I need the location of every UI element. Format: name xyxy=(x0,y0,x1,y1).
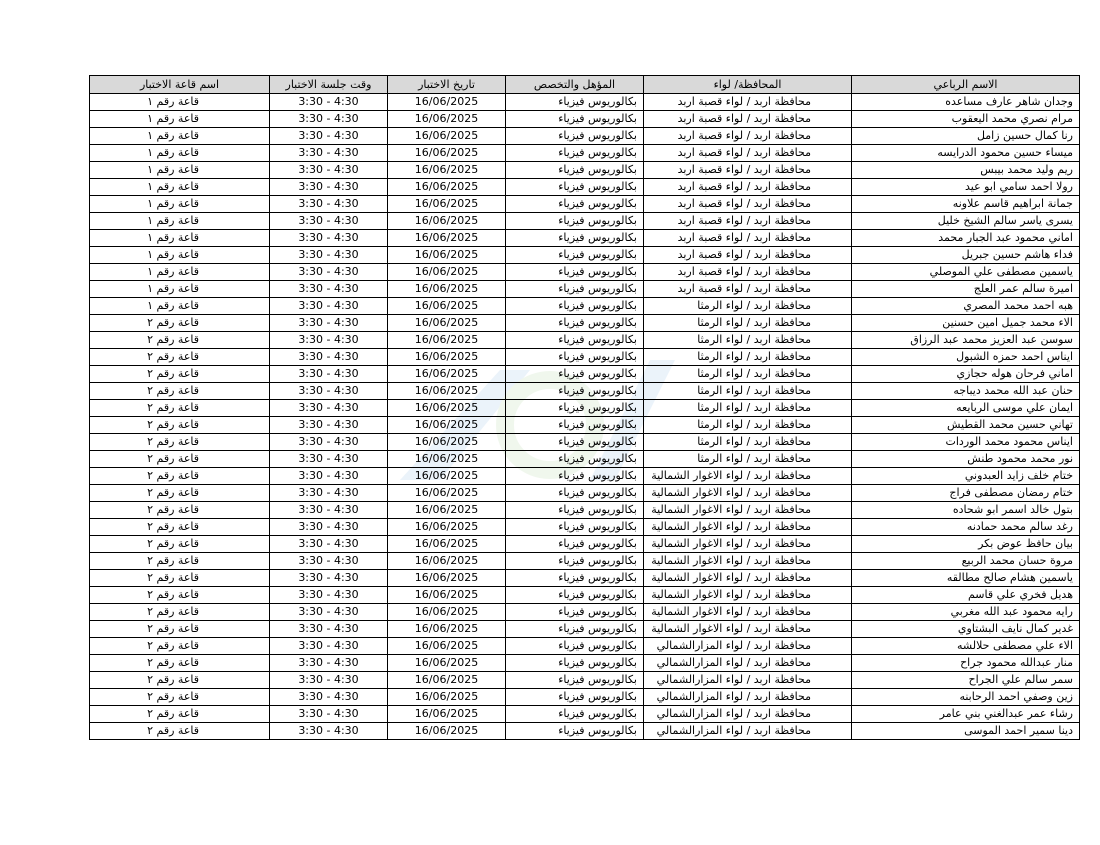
cell-session-time: 3:30 - 4:30 xyxy=(270,451,388,468)
cell-governorate: محافظة اربد / لواء الاغوار الشمالية xyxy=(644,604,852,621)
table-row xyxy=(90,332,1080,349)
cell-full-name: مروة حسان محمد الربيع xyxy=(852,553,1080,570)
table-row xyxy=(90,145,1080,162)
cell-governorate: محافظة اربد / لواء الاغوار الشمالية xyxy=(644,570,852,587)
cell-exam-hall: قاعة رقم ٢ xyxy=(90,638,270,655)
cell-full-name: رولا احمد سامي ابو عيد xyxy=(852,179,1080,196)
table-row xyxy=(90,706,1080,723)
cell-governorate: محافظة اربد / لواء قصبة اربد xyxy=(644,111,852,128)
table-row xyxy=(90,162,1080,179)
cell-qualification: بكالوريوس فيزياء xyxy=(506,434,644,451)
cell-exam-hall: قاعة رقم ٢ xyxy=(90,587,270,604)
table-row xyxy=(90,723,1080,740)
cell-session-time: 3:30 - 4:30 xyxy=(270,621,388,638)
table-row xyxy=(90,383,1080,400)
cell-full-name: منار عبدالله محمود جراح xyxy=(852,655,1080,672)
cell-session-time: 3:30 - 4:30 xyxy=(270,672,388,689)
cell-qualification: بكالوريوس فيزياء xyxy=(506,587,644,604)
table-header-row xyxy=(90,76,1080,94)
table-row xyxy=(90,553,1080,570)
cell-governorate: محافظة اربد / لواء الرمثا xyxy=(644,400,852,417)
cell-exam-date: 16/06/2025 xyxy=(388,383,506,400)
table-row xyxy=(90,213,1080,230)
cell-qualification: بكالوريوس فيزياء xyxy=(506,485,644,502)
table-row xyxy=(90,570,1080,587)
cell-exam-date: 16/06/2025 xyxy=(388,230,506,247)
cell-session-time: 3:30 - 4:30 xyxy=(270,315,388,332)
cell-exam-hall: قاعة رقم ٢ xyxy=(90,689,270,706)
cell-qualification: بكالوريوس فيزياء xyxy=(506,94,644,111)
cell-exam-date: 16/06/2025 xyxy=(388,723,506,740)
cell-exam-date: 16/06/2025 xyxy=(388,638,506,655)
cell-governorate: محافظة اربد / لواء الاغوار الشمالية xyxy=(644,502,852,519)
cell-exam-date: 16/06/2025 xyxy=(388,706,506,723)
cell-session-time: 3:30 - 4:30 xyxy=(270,553,388,570)
cell-exam-hall: قاعة رقم ١ xyxy=(90,298,270,315)
cell-qualification: بكالوريوس فيزياء xyxy=(506,451,644,468)
cell-governorate: محافظة اربد / لواء الاغوار الشمالية xyxy=(644,536,852,553)
cell-full-name: رغد سالم محمد حمادنه xyxy=(852,519,1080,536)
cell-full-name: ايمان علي موسى الربايعه xyxy=(852,400,1080,417)
cell-session-time: 3:30 - 4:30 xyxy=(270,638,388,655)
cell-qualification: بكالوريوس فيزياء xyxy=(506,366,644,383)
cell-qualification: بكالوريوس فيزياء xyxy=(506,349,644,366)
cell-exam-hall: قاعة رقم ٢ xyxy=(90,485,270,502)
cell-qualification: بكالوريوس فيزياء xyxy=(506,230,644,247)
cell-full-name: فداء هاشم حسين جبريل xyxy=(852,247,1080,264)
cell-full-name: الاء محمد جميل امين حسنين xyxy=(852,315,1080,332)
cell-exam-date: 16/06/2025 xyxy=(388,672,506,689)
cell-session-time: 3:30 - 4:30 xyxy=(270,655,388,672)
cell-exam-date: 16/06/2025 xyxy=(388,689,506,706)
cell-exam-hall: قاعة رقم ٢ xyxy=(90,383,270,400)
cell-session-time: 3:30 - 4:30 xyxy=(270,94,388,111)
cell-exam-date: 16/06/2025 xyxy=(388,434,506,451)
cell-full-name: مرام نصري محمد اليعقوب xyxy=(852,111,1080,128)
cell-exam-hall: قاعة رقم ٢ xyxy=(90,723,270,740)
cell-qualification: بكالوريوس فيزياء xyxy=(506,570,644,587)
table-row xyxy=(90,689,1080,706)
cell-exam-date: 16/06/2025 xyxy=(388,281,506,298)
table-row xyxy=(90,417,1080,434)
cell-exam-date: 16/06/2025 xyxy=(388,451,506,468)
cell-exam-hall: قاعة رقم ١ xyxy=(90,281,270,298)
cell-exam-hall: قاعة رقم ٢ xyxy=(90,706,270,723)
cell-session-time: 3:30 - 4:30 xyxy=(270,298,388,315)
cell-exam-hall: قاعة رقم ٢ xyxy=(90,570,270,587)
table-row xyxy=(90,128,1080,145)
cell-qualification: بكالوريوس فيزياء xyxy=(506,315,644,332)
cell-session-time: 3:30 - 4:30 xyxy=(270,587,388,604)
cell-qualification: بكالوريوس فيزياء xyxy=(506,519,644,536)
cell-full-name: دينا سمير احمد الموسى xyxy=(852,723,1080,740)
cell-qualification: بكالوريوس فيزياء xyxy=(506,621,644,638)
cell-governorate: محافظة اربد / لواء قصبة اربد xyxy=(644,213,852,230)
table-row xyxy=(90,536,1080,553)
cell-qualification: بكالوريوس فيزياء xyxy=(506,247,644,264)
cell-full-name: ختام خلف زايد العبدوني xyxy=(852,468,1080,485)
cell-governorate: محافظة اربد / لواء الرمثا xyxy=(644,451,852,468)
cell-exam-hall: قاعة رقم ٢ xyxy=(90,621,270,638)
cell-session-time: 3:30 - 4:30 xyxy=(270,213,388,230)
cell-session-time: 3:30 - 4:30 xyxy=(270,417,388,434)
cell-session-time: 3:30 - 4:30 xyxy=(270,332,388,349)
cell-exam-hall: قاعة رقم ٢ xyxy=(90,315,270,332)
cell-exam-hall: قاعة رقم ١ xyxy=(90,196,270,213)
table-row xyxy=(90,349,1080,366)
exam-schedule-sheet xyxy=(89,75,1079,740)
table-row xyxy=(90,434,1080,451)
cell-session-time: 3:30 - 4:30 xyxy=(270,179,388,196)
cell-exam-date: 16/06/2025 xyxy=(388,417,506,434)
table-row xyxy=(90,281,1080,298)
cell-exam-date: 16/06/2025 xyxy=(388,332,506,349)
cell-session-time: 3:30 - 4:30 xyxy=(270,468,388,485)
cell-exam-hall: قاعة رقم ١ xyxy=(90,145,270,162)
cell-session-time: 3:30 - 4:30 xyxy=(270,706,388,723)
cell-exam-date: 16/06/2025 xyxy=(388,349,506,366)
header-governorate: المحافظة/ لواء xyxy=(644,76,852,94)
cell-governorate: محافظة اربد / لواء الرمثا xyxy=(644,417,852,434)
cell-exam-date: 16/06/2025 xyxy=(388,553,506,570)
cell-governorate: محافظة اربد / لواء الرمثا xyxy=(644,332,852,349)
cell-qualification: بكالوريوس فيزياء xyxy=(506,264,644,281)
cell-qualification: بكالوريوس فيزياء xyxy=(506,689,644,706)
cell-exam-hall: قاعة رقم ٢ xyxy=(90,553,270,570)
table-row xyxy=(90,230,1080,247)
cell-governorate: محافظة اربد / لواء الرمثا xyxy=(644,383,852,400)
cell-session-time: 3:30 - 4:30 xyxy=(270,247,388,264)
header-exam-date: تاريخ الاختبار xyxy=(388,76,506,94)
cell-governorate: محافظة اربد / لواء الاغوار الشمالية xyxy=(644,468,852,485)
cell-qualification: بكالوريوس فيزياء xyxy=(506,638,644,655)
cell-exam-date: 16/06/2025 xyxy=(388,264,506,281)
cell-governorate: محافظة اربد / لواء المزارالشمالي xyxy=(644,638,852,655)
table-row xyxy=(90,672,1080,689)
cell-governorate: محافظة اربد / لواء الاغوار الشمالية xyxy=(644,519,852,536)
cell-session-time: 3:30 - 4:30 xyxy=(270,366,388,383)
cell-qualification: بكالوريوس فيزياء xyxy=(506,536,644,553)
cell-session-time: 3:30 - 4:30 xyxy=(270,689,388,706)
cell-governorate: محافظة اربد / لواء المزارالشمالي xyxy=(644,706,852,723)
cell-exam-hall: قاعة رقم ١ xyxy=(90,128,270,145)
cell-full-name: ختام رمضان مصطفى فراج xyxy=(852,485,1080,502)
cell-exam-date: 16/06/2025 xyxy=(388,604,506,621)
cell-full-name: ميساء حسين محمود الدرايسه xyxy=(852,145,1080,162)
cell-exam-date: 16/06/2025 xyxy=(388,621,506,638)
cell-qualification: بكالوريوس فيزياء xyxy=(506,672,644,689)
cell-exam-date: 16/06/2025 xyxy=(388,196,506,213)
cell-full-name: نور محمد محمود طنش xyxy=(852,451,1080,468)
cell-exam-hall: قاعة رقم ٢ xyxy=(90,349,270,366)
cell-qualification: بكالوريوس فيزياء xyxy=(506,723,644,740)
cell-exam-hall: قاعة رقم ٢ xyxy=(90,502,270,519)
cell-qualification: بكالوريوس فيزياء xyxy=(506,706,644,723)
cell-exam-date: 16/06/2025 xyxy=(388,94,506,111)
cell-governorate: محافظة اربد / لواء الرمثا xyxy=(644,315,852,332)
cell-full-name: زين وصفي احمد الرحابنه xyxy=(852,689,1080,706)
cell-exam-date: 16/06/2025 xyxy=(388,128,506,145)
cell-exam-hall: قاعة رقم ١ xyxy=(90,230,270,247)
cell-governorate: محافظة اربد / لواء قصبة اربد xyxy=(644,196,852,213)
cell-full-name: بتول خالد اسمر ابو شحاده xyxy=(852,502,1080,519)
cell-qualification: بكالوريوس فيزياء xyxy=(506,162,644,179)
cell-session-time: 3:30 - 4:30 xyxy=(270,604,388,621)
cell-exam-date: 16/06/2025 xyxy=(388,519,506,536)
cell-session-time: 3:30 - 4:30 xyxy=(270,383,388,400)
cell-exam-date: 16/06/2025 xyxy=(388,400,506,417)
header-full-name: الاسم الرباعي xyxy=(852,76,1080,94)
cell-governorate: محافظة اربد / لواء الاغوار الشمالية xyxy=(644,485,852,502)
cell-full-name: جمانة ابراهيم قاسم علاونه xyxy=(852,196,1080,213)
cell-exam-hall: قاعة رقم ١ xyxy=(90,213,270,230)
cell-exam-hall: قاعة رقم ٢ xyxy=(90,451,270,468)
cell-session-time: 3:30 - 4:30 xyxy=(270,145,388,162)
cell-qualification: بكالوريوس فيزياء xyxy=(506,655,644,672)
table-row xyxy=(90,621,1080,638)
cell-session-time: 3:30 - 4:30 xyxy=(270,349,388,366)
cell-full-name: غدير كمال نايف البشتاوي xyxy=(852,621,1080,638)
cell-exam-hall: قاعة رقم ٢ xyxy=(90,417,270,434)
cell-qualification: بكالوريوس فيزياء xyxy=(506,145,644,162)
cell-full-name: حنان عبد الله محمد ديباجه xyxy=(852,383,1080,400)
header-exam-hall: اسم قاعة الاختبار xyxy=(90,76,270,94)
cell-session-time: 3:30 - 4:30 xyxy=(270,723,388,740)
cell-governorate: محافظة اربد / لواء المزارالشمالي xyxy=(644,672,852,689)
table-row xyxy=(90,655,1080,672)
cell-full-name: رنا كمال حسين زامل xyxy=(852,128,1080,145)
cell-qualification: بكالوريوس فيزياء xyxy=(506,417,644,434)
table-row xyxy=(90,587,1080,604)
cell-qualification: بكالوريوس فيزياء xyxy=(506,298,644,315)
cell-exam-date: 16/06/2025 xyxy=(388,655,506,672)
cell-full-name: ايناس احمد حمزه الشبول xyxy=(852,349,1080,366)
cell-governorate: محافظة اربد / لواء الاغوار الشمالية xyxy=(644,587,852,604)
cell-session-time: 3:30 - 4:30 xyxy=(270,485,388,502)
cell-exam-date: 16/06/2025 xyxy=(388,570,506,587)
cell-exam-hall: قاعة رقم ٢ xyxy=(90,468,270,485)
cell-exam-hall: قاعة رقم ٢ xyxy=(90,332,270,349)
cell-exam-date: 16/06/2025 xyxy=(388,502,506,519)
cell-exam-hall: قاعة رقم ٢ xyxy=(90,536,270,553)
cell-session-time: 3:30 - 4:30 xyxy=(270,400,388,417)
cell-qualification: بكالوريوس فيزياء xyxy=(506,332,644,349)
cell-governorate: محافظة اربد / لواء الرمثا xyxy=(644,349,852,366)
cell-full-name: رايه محمود عبد الله مغربي xyxy=(852,604,1080,621)
cell-governorate: محافظة اربد / لواء الاغوار الشمالية xyxy=(644,553,852,570)
cell-session-time: 3:30 - 4:30 xyxy=(270,128,388,145)
cell-exam-date: 16/06/2025 xyxy=(388,247,506,264)
cell-governorate: محافظة اربد / لواء قصبة اربد xyxy=(644,179,852,196)
cell-exam-hall: قاعة رقم ٢ xyxy=(90,400,270,417)
cell-full-name: بيان حافظ عوض بكر xyxy=(852,536,1080,553)
cell-governorate: محافظة اربد / لواء قصبة اربد xyxy=(644,247,852,264)
cell-exam-hall: قاعة رقم ١ xyxy=(90,179,270,196)
table-row xyxy=(90,638,1080,655)
table-row xyxy=(90,485,1080,502)
cell-governorate: محافظة اربد / لواء قصبة اربد xyxy=(644,264,852,281)
cell-full-name: ايناس محمود محمد الوردات xyxy=(852,434,1080,451)
cell-exam-date: 16/06/2025 xyxy=(388,145,506,162)
cell-qualification: بكالوريوس فيزياء xyxy=(506,196,644,213)
cell-exam-hall: قاعة رقم ٢ xyxy=(90,434,270,451)
cell-full-name: سمر سالم علي الجراح xyxy=(852,672,1080,689)
cell-exam-date: 16/06/2025 xyxy=(388,315,506,332)
cell-session-time: 3:30 - 4:30 xyxy=(270,264,388,281)
cell-full-name: ياسمين مصطفى علي الموصلي xyxy=(852,264,1080,281)
cell-full-name: تهاني حسين محمد القطيش xyxy=(852,417,1080,434)
cell-session-time: 3:30 - 4:30 xyxy=(270,502,388,519)
cell-governorate: محافظة اربد / لواء قصبة اربد xyxy=(644,230,852,247)
cell-qualification: بكالوريوس فيزياء xyxy=(506,468,644,485)
cell-session-time: 3:30 - 4:30 xyxy=(270,519,388,536)
cell-qualification: بكالوريوس فيزياء xyxy=(506,502,644,519)
table-row xyxy=(90,366,1080,383)
cell-full-name: هديل فخري علي قاسم xyxy=(852,587,1080,604)
table-row xyxy=(90,468,1080,485)
cell-qualification: بكالوريوس فيزياء xyxy=(506,383,644,400)
cell-full-name: يسرى ياسر سالم الشيخ خليل xyxy=(852,213,1080,230)
cell-full-name: اماني فرحان هوله حجازي xyxy=(852,366,1080,383)
cell-full-name: اماني محمود عبد الجبار محمد xyxy=(852,230,1080,247)
cell-exam-date: 16/06/2025 xyxy=(388,485,506,502)
header-qualification: المؤهل والتخصص xyxy=(506,76,644,94)
cell-governorate: محافظة اربد / لواء المزارالشمالي xyxy=(644,689,852,706)
table-row xyxy=(90,315,1080,332)
table-row xyxy=(90,298,1080,315)
cell-exam-hall: قاعة رقم ١ xyxy=(90,247,270,264)
cell-exam-date: 16/06/2025 xyxy=(388,298,506,315)
cell-governorate: محافظة اربد / لواء قصبة اربد xyxy=(644,128,852,145)
table-row xyxy=(90,400,1080,417)
table-row xyxy=(90,451,1080,468)
cell-qualification: بكالوريوس فيزياء xyxy=(506,213,644,230)
cell-full-name: رشاء عمر عبدالغني بني عامر xyxy=(852,706,1080,723)
cell-governorate: محافظة اربد / لواء المزارالشمالي xyxy=(644,723,852,740)
cell-exam-date: 16/06/2025 xyxy=(388,213,506,230)
cell-qualification: بكالوريوس فيزياء xyxy=(506,553,644,570)
cell-governorate: محافظة اربد / لواء قصبة اربد xyxy=(644,281,852,298)
cell-session-time: 3:30 - 4:30 xyxy=(270,196,388,213)
cell-governorate: محافظة اربد / لواء الرمثا xyxy=(644,434,852,451)
cell-full-name: وجدان شاهر عارف مساعده xyxy=(852,94,1080,111)
cell-governorate: محافظة اربد / لواء الرمثا xyxy=(644,298,852,315)
cell-governorate: محافظة اربد / لواء قصبة اربد xyxy=(644,162,852,179)
table-row xyxy=(90,502,1080,519)
cell-full-name: اميرة سالم عمر العلج xyxy=(852,281,1080,298)
cell-qualification: بكالوريوس فيزياء xyxy=(506,400,644,417)
header-session-time: وقت جلسة الاختبار xyxy=(270,76,388,94)
cell-full-name: سوسن عبد العزيز محمد عبد الرزاق xyxy=(852,332,1080,349)
cell-governorate: محافظة اربد / لواء قصبة اربد xyxy=(644,145,852,162)
cell-exam-date: 16/06/2025 xyxy=(388,179,506,196)
cell-governorate: محافظة اربد / لواء الاغوار الشمالية xyxy=(644,621,852,638)
cell-session-time: 3:30 - 4:30 xyxy=(270,434,388,451)
cell-exam-date: 16/06/2025 xyxy=(388,468,506,485)
table-row xyxy=(90,519,1080,536)
cell-exam-hall: قاعة رقم ١ xyxy=(90,264,270,281)
cell-full-name: الاء علي مصطفى حلالشه xyxy=(852,638,1080,655)
table-body xyxy=(90,94,1080,740)
table-row xyxy=(90,247,1080,264)
cell-governorate: محافظة اربد / لواء قصبة اربد xyxy=(644,94,852,111)
cell-session-time: 3:30 - 4:30 xyxy=(270,281,388,298)
cell-session-time: 3:30 - 4:30 xyxy=(270,111,388,128)
cell-exam-date: 16/06/2025 xyxy=(388,162,506,179)
cell-governorate: محافظة اربد / لواء الرمثا xyxy=(644,366,852,383)
cell-qualification: بكالوريوس فيزياء xyxy=(506,281,644,298)
cell-exam-hall: قاعة رقم ١ xyxy=(90,162,270,179)
table-row xyxy=(90,604,1080,621)
cell-exam-date: 16/06/2025 xyxy=(388,111,506,128)
cell-exam-hall: قاعة رقم ٢ xyxy=(90,604,270,621)
cell-qualification: بكالوريوس فيزياء xyxy=(506,111,644,128)
cell-session-time: 3:30 - 4:30 xyxy=(270,162,388,179)
cell-session-time: 3:30 - 4:30 xyxy=(270,570,388,587)
table-row xyxy=(90,196,1080,213)
cell-qualification: بكالوريوس فيزياء xyxy=(506,604,644,621)
cell-exam-hall: قاعة رقم ١ xyxy=(90,94,270,111)
cell-exam-hall: قاعة رقم ٢ xyxy=(90,672,270,689)
cell-full-name: ياسمين هشام صالح مطالقه xyxy=(852,570,1080,587)
table-row xyxy=(90,179,1080,196)
cell-full-name: ريم وليد محمد بيبس xyxy=(852,162,1080,179)
cell-exam-hall: قاعة رقم ٢ xyxy=(90,519,270,536)
cell-qualification: بكالوريوس فيزياء xyxy=(506,179,644,196)
cell-exam-hall: قاعة رقم ١ xyxy=(90,111,270,128)
cell-session-time: 3:30 - 4:30 xyxy=(270,536,388,553)
table-row xyxy=(90,94,1080,111)
cell-exam-hall: قاعة رقم ٢ xyxy=(90,655,270,672)
exam-schedule-table xyxy=(89,75,1080,740)
cell-exam-hall: قاعة رقم ٢ xyxy=(90,366,270,383)
cell-full-name: هبه احمد محمد المصري xyxy=(852,298,1080,315)
cell-governorate: محافظة اربد / لواء المزارالشمالي xyxy=(644,655,852,672)
cell-exam-date: 16/06/2025 xyxy=(388,536,506,553)
cell-exam-date: 16/06/2025 xyxy=(388,587,506,604)
cell-exam-date: 16/06/2025 xyxy=(388,366,506,383)
table-row xyxy=(90,111,1080,128)
table-row xyxy=(90,264,1080,281)
cell-session-time: 3:30 - 4:30 xyxy=(270,230,388,247)
cell-qualification: بكالوريوس فيزياء xyxy=(506,128,644,145)
